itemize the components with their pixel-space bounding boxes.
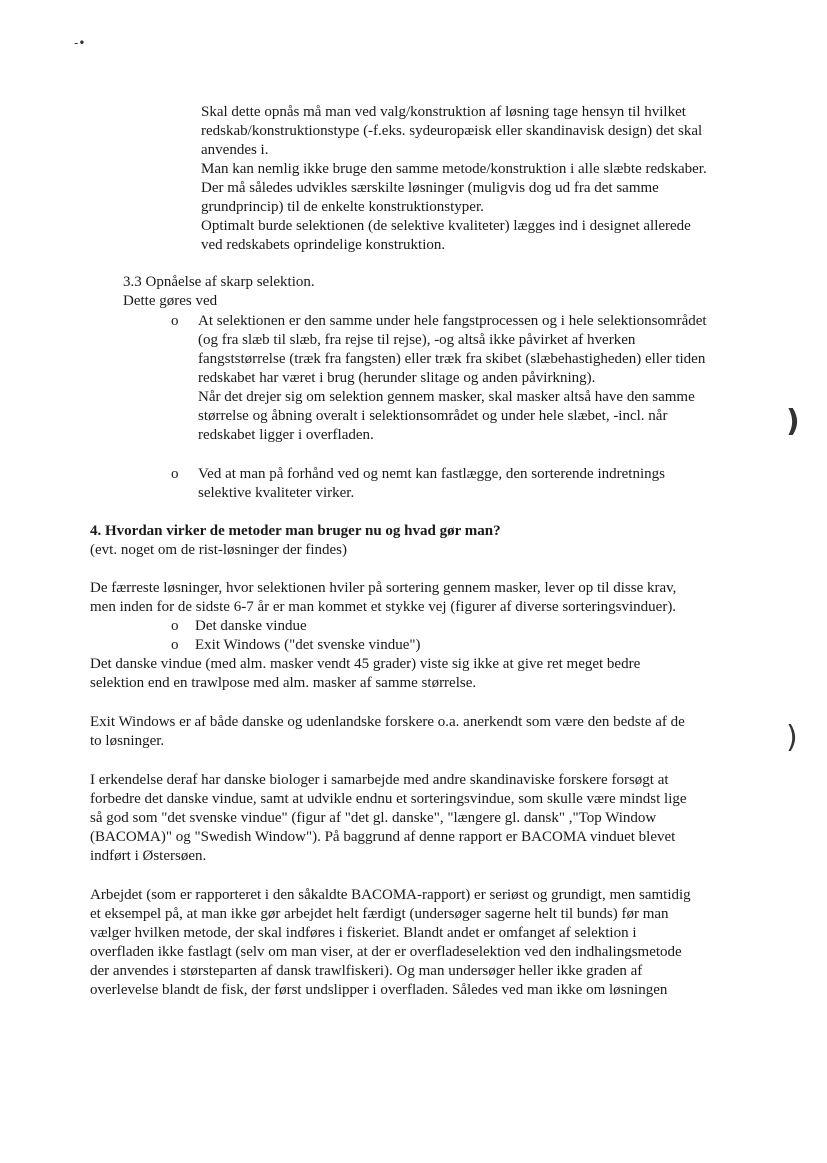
para5-line-6: overlevelse blandt de fisk, der først undslipper i overfladen. Således ved man ikke om løsningen bbox=[90, 982, 668, 998]
para5-line-4: overfladen ikke fastlagt (selv om man viser, at der er overfladeselektion ved den indhalingsmetode bbox=[90, 944, 682, 960]
bullet-marker-2: o bbox=[171, 466, 179, 482]
block1-line-3: anvendes i. bbox=[201, 142, 269, 158]
block1-line-7: Optimalt burde selektionen (de selektive kvaliteter) lægges ind i designet allerede bbox=[201, 218, 691, 234]
scan-mark-top-left: -• bbox=[74, 36, 86, 50]
para1-line-2: men inden for de sidste 6-7 år er man kommet et stykke vej (figurer af diverse sorteringsvinduer). bbox=[90, 599, 677, 615]
section-3-3-title: 3.3 Opnåelse af skarp selektion. bbox=[123, 274, 315, 290]
bullet2-line-1: Ved at man på forhånd ved og nemt kan fastlægge, den sorterende indretnings bbox=[198, 466, 665, 482]
section-4-subtitle: (evt. noget om de rist-løsninger der findes) bbox=[90, 542, 348, 558]
para5-line-5: der anvendes i størsteparten af dansk trawlfiskeri). Og man undersøger heller ikke graden af bbox=[90, 963, 643, 979]
para2-line-1: Det danske vindue (med alm. masker vendt 45 grader) viste sig ikke at give ret meget bedre bbox=[90, 656, 641, 672]
block1-line-4: Man kan nemlig ikke bruge den samme metode/konstruktion i alle slæbte redskaber. bbox=[201, 161, 707, 177]
bullet1-line-4: redskabet har været i brug (herunder slitage og anden påvirkning). bbox=[198, 370, 596, 386]
list-bullet-2: o bbox=[171, 637, 179, 653]
para3-line-1: Exit Windows er af både danske og udenlandske forskere o.a. anerkendt som være den bedste af de bbox=[90, 714, 685, 730]
binder-hole-lower: ) bbox=[786, 720, 798, 755]
section-4-title: 4. Hvordan virker de metoder man bruger nu og hvad gør man? bbox=[90, 523, 501, 539]
para4-line-4: (BACOMA)" og "Swedish Window"). På baggrund af denne rapport er BACOMA vinduet blevet bbox=[90, 829, 676, 845]
para4-line-5: indført i Østersøen. bbox=[90, 848, 207, 864]
para5-line-1: Arbejdet (som er rapporteret i den såkaldte BACOMA-rapport) er seriøst og grundigt, men samtidig bbox=[90, 887, 691, 903]
block1-line-6: grundprincip) til de enkelte konstruktionstyper. bbox=[201, 199, 484, 215]
bullet1-line-5: Når det drejer sig om selektion gennem masker, skal masker altså have den samme bbox=[198, 389, 695, 405]
binder-hole-upper: ) bbox=[786, 404, 800, 439]
section-3-3-intro: Dette gøres ved bbox=[123, 293, 218, 309]
para4-line-1: I erkendelse deraf har danske biologer i samarbejde med andre skandinaviske forskere forsøgt at bbox=[90, 772, 669, 788]
para1-line-1: De færreste løsninger, hvor selektionen hviler på sortering gennem masker, lever op til disse krav, bbox=[90, 580, 677, 596]
list-item-2: Exit Windows ("det svenske vindue") bbox=[195, 637, 421, 653]
block1-line-8: ved redskabets oprindelige konstruktion. bbox=[201, 237, 446, 253]
para4-line-3: så god som "det svenske vindue" (figur af "det gl. danske", "længere gl. dansk" ,"Top Window bbox=[90, 810, 657, 826]
block1-line-1: Skal dette opnås må man ved valg/konstruktion af løsning tage hensyn til hvilket bbox=[201, 104, 686, 120]
bullet1-line-2: (og fra slæb til slæb, fra rejse til rejse), -og altså ikke påvirket af hverken bbox=[198, 332, 636, 348]
list-item-1: Det danske vindue bbox=[195, 618, 307, 634]
bullet1-line-7: redskabet ligger i overfladen. bbox=[198, 427, 374, 443]
block1-line-5: Der må således udvikles særskilte løsninger (muligvis dog ud fra det samme bbox=[201, 180, 659, 196]
para5-line-2: et eksempel på, at man ikke gør arbejdet helt færdigt (undersøger sagerne helt til bunds) før man bbox=[90, 906, 669, 922]
list-bullet-1: o bbox=[171, 618, 179, 634]
para5-line-3: vælger hvilken metode, der skal indføres i fiskeriet. Blandt andet er omfanget af selektion i bbox=[90, 925, 637, 941]
bullet1-line-3: fangststørrelse (træk fra fangsten) eller træk fra skibet (slæbehastigheden) eller tiden bbox=[198, 351, 706, 367]
para2-line-2: selektion end en trawlpose med alm. masker af samme størrelse. bbox=[90, 675, 477, 691]
bullet-marker-1: o bbox=[171, 313, 179, 329]
bullet1-line-6: størrelse og åbning overalt i selektionsområdet og under hele slæbet, -incl. når bbox=[198, 408, 668, 424]
block1-line-2: redskab/konstruktionstype (-f.eks. sydeuropæisk eller skandinavisk design) det skal bbox=[201, 123, 703, 139]
bullet2-line-2: selektive kvaliteter virker. bbox=[198, 485, 355, 501]
para3-line-2: to løsninger. bbox=[90, 733, 165, 749]
bullet1-line-1: At selektionen er den samme under hele fangstprocessen og i hele selektionsområdet bbox=[198, 313, 707, 329]
para4-line-2: forbedre det danske vindue, samt at udvikle endnu et sorteringsvindue, som skulle være mindst lige bbox=[90, 791, 687, 807]
